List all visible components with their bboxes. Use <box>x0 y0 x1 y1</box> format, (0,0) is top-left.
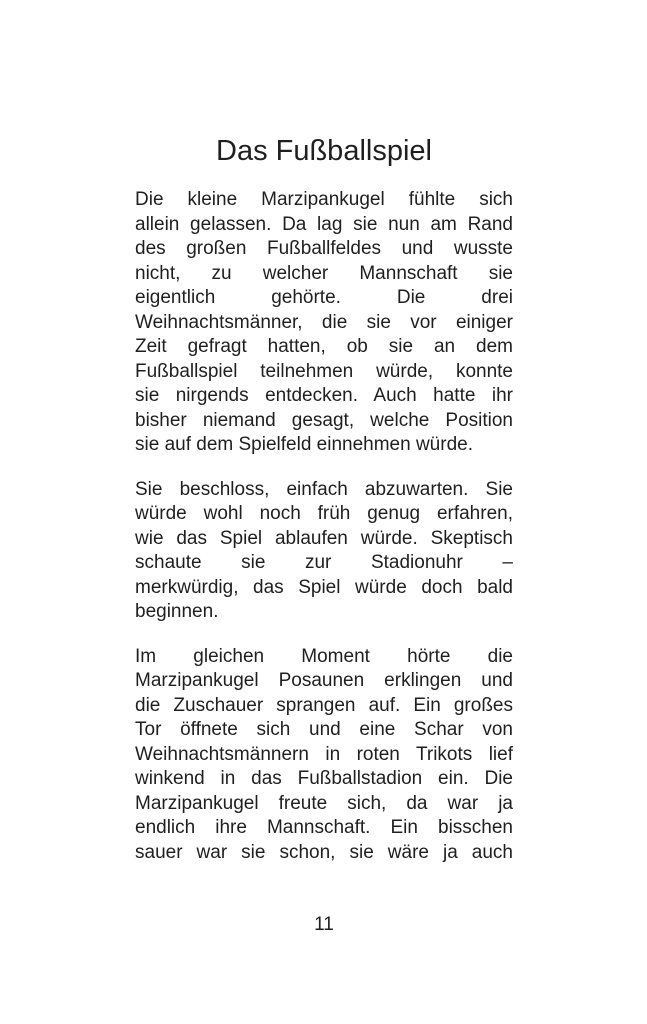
text-line: würde wohl noch früh genug erfahren, <box>135 503 513 524</box>
text-line: eigentlich gehörte. Die drei <box>135 287 513 308</box>
text-line: wie das Spiel ablaufen würde. Skeptisch <box>135 527 513 549</box>
text-line: Weihnachtsmännern in roten Trikots lief <box>135 743 513 765</box>
text-line: endlich ihre Mannschaft. Ein bisschen <box>135 817 513 838</box>
text-line: merkwürdig, das Spiel würde doch bald <box>135 576 513 598</box>
text-line: bisher niemand gesagt, welche Position <box>135 409 513 431</box>
text-line: allein gelassen. Da lag sie nun am Rand <box>135 213 513 235</box>
text-line: Die kleine Marzipankugel fühlte sich <box>135 189 513 210</box>
text-line: Tor öffnete sich und eine Schar von <box>135 719 513 740</box>
text-line: sauer war sie schon, sie wäre ja auch <box>135 841 513 863</box>
text-line: nicht, zu welcher Mannschaft sie <box>135 262 513 284</box>
paragraph <box>135 478 513 625</box>
text-line: Marzipankugel Posaunen erklingen und <box>135 670 513 691</box>
text-line: sie nirgends entdecken. Auch hatte ihr <box>135 385 513 406</box>
text-line: des großen Fußballfeldes und wusste <box>135 238 513 259</box>
text-line: beginnen. <box>135 601 219 622</box>
text-line: Marzipankugel freute sich, da war ja <box>135 792 513 814</box>
text-line: sie auf dem Spielfeld einnehmen würde. <box>135 434 473 455</box>
chapter-title: Das Fußballspiel <box>216 135 432 167</box>
story-text-block <box>135 188 513 865</box>
text-line: Im gleichen Moment hörte die <box>135 645 513 667</box>
text-line: Fußballspiel teilnehmen würde, konnte <box>135 360 513 382</box>
text-line: winkend in das Fußballstadion ein. Die <box>135 768 513 789</box>
text-line: schaute sie zur Stadionuhr – <box>135 552 513 573</box>
text-line: Weihnachtsmänner, die sie vor einiger <box>135 311 513 333</box>
text-line: Zeit gefragt hatten, ob sie an dem <box>135 336 513 357</box>
text-line: die Zuschauer sprangen auf. Ein großes <box>135 694 513 716</box>
paragraph <box>135 188 513 458</box>
page-number: 11 <box>314 914 334 935</box>
paragraph <box>135 645 513 866</box>
text-line: Sie beschloss, einfach abzuwarten. Sie <box>135 478 513 500</box>
